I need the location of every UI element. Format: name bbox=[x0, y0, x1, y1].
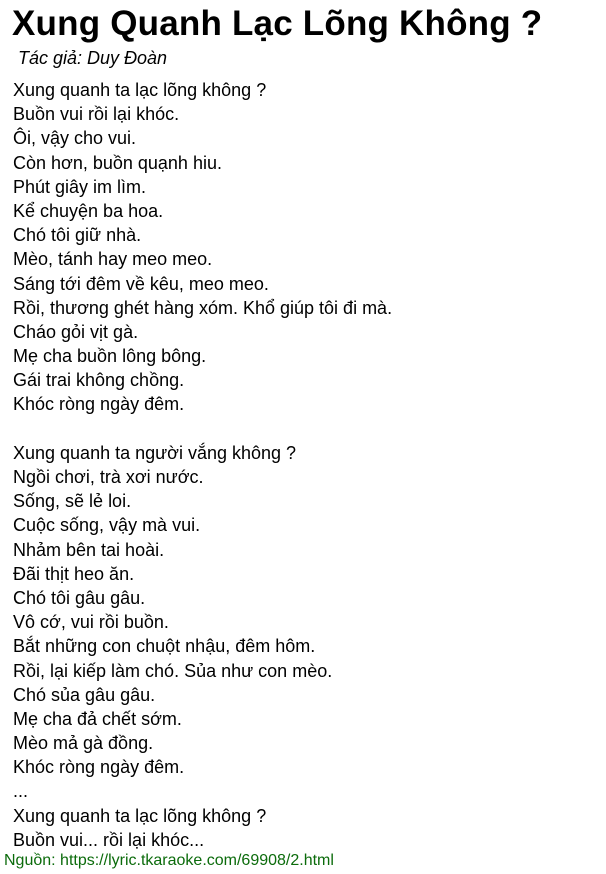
lyric-line: Buồn vui rồi lại khóc. bbox=[13, 104, 180, 125]
lyric-line: Sống, sẽ lẻ loi. bbox=[13, 491, 132, 512]
lyric-line: Chó sủa gâu gâu. bbox=[13, 684, 156, 705]
lyric-line: Cháo gỏi vịt gà. bbox=[13, 321, 139, 342]
lyric-line: Ôi, vậy cho vui. bbox=[13, 128, 137, 149]
lyric-line: Gái trai không chồng. bbox=[13, 370, 185, 391]
song-author: Tác giả: Duy Đoàn bbox=[18, 48, 168, 68]
lyric-line: Xung quanh ta lạc lõng không ? bbox=[13, 805, 267, 826]
lyric-line: Chó tôi gâu gâu. bbox=[13, 587, 146, 608]
lyric-line: Rồi, lại kiếp làm chó. Sủa như con mèo. bbox=[13, 660, 333, 681]
lyric-line: Ngồi chơi, trà xơi nước. bbox=[13, 467, 204, 487]
lyric-line: Bắt những con chuột nhậu, đêm hôm. bbox=[13, 636, 316, 657]
lyric-line: Xung quanh ta lạc lõng không ? bbox=[13, 80, 267, 100]
lyric-line: Còn hơn, buồn quạnh hiu. bbox=[13, 152, 222, 173]
lyric-line: Khóc ròng ngày đêm. bbox=[13, 394, 185, 415]
lyric-line: Phút giây im lìm. bbox=[13, 176, 147, 197]
song-title: Xung Quanh Lạc Lõng Không ? bbox=[12, 4, 543, 43]
lyric-line: Buồn vui... rồi lại khóc... bbox=[13, 829, 205, 850]
lyric-line: Rồi, thương ghét hàng xóm. Khổ giúp tôi đi mà. bbox=[13, 297, 393, 318]
lyric-line: Đãi thịt heo ăn. bbox=[13, 563, 135, 584]
lyric-line: Khóc ròng ngày đêm. bbox=[13, 757, 185, 778]
lyric-line: Sáng tới đêm về kêu, meo meo. bbox=[13, 273, 269, 294]
source-link[interactable]: Nguồn: https://lyric.tkaraoke.com/69908/2.html bbox=[4, 852, 334, 869]
lyric-line: Mèo, tánh hay meo meo. bbox=[13, 249, 213, 270]
lyric-line: Mẹ cha buồn lông bông. bbox=[13, 346, 207, 367]
lyric-line: Mèo mả gà đồng. bbox=[13, 733, 154, 754]
lyric-line: Xung quanh ta người vắng không ? bbox=[13, 442, 297, 463]
stanza-break bbox=[13, 417, 593, 441]
lyric-line: Nhảm bên tai hoài. bbox=[13, 539, 165, 560]
lyric-line: Cuộc sống, vậy mà vui. bbox=[13, 515, 201, 536]
lyric-line: Kể chuyện ba hoa. bbox=[13, 200, 164, 221]
lyric-line: Chó tôi giữ nhà. bbox=[13, 225, 142, 246]
lyric-line: Mẹ cha đả chết sớm. bbox=[13, 708, 182, 729]
lyric-line: ... bbox=[13, 781, 29, 802]
lyrics-block bbox=[13, 78, 593, 852]
lyric-line: Vô cớ, vui rồi buồn. bbox=[13, 612, 169, 633]
